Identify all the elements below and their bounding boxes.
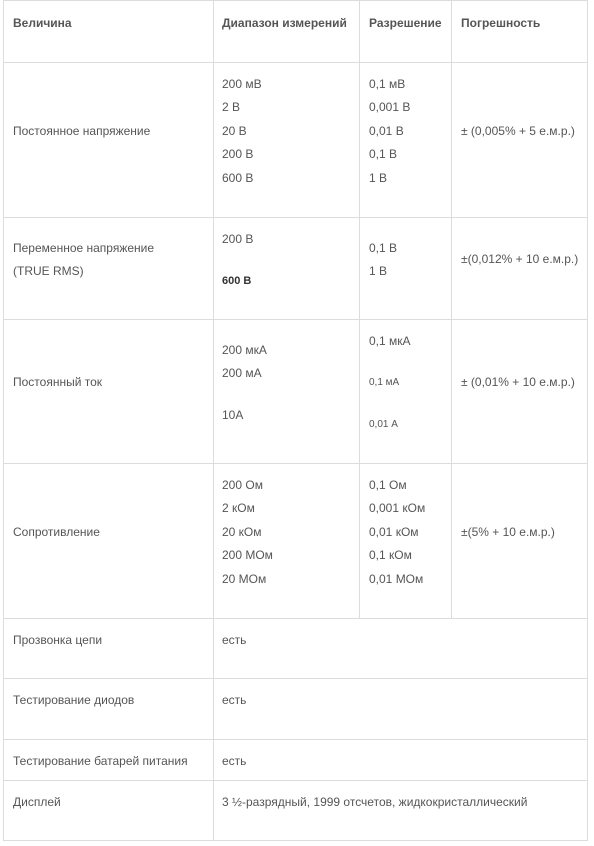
table-border-right [587, 0, 588, 841]
diode-test-label: Тестирование диодов [13, 693, 135, 707]
header-resolution: Разрешение [369, 16, 442, 30]
dc-current-resolution: 0,1 мкА [369, 334, 411, 348]
resistance-range: 2 кОм [222, 501, 255, 515]
ac-voltage-resolution: 1 В [369, 264, 388, 278]
dc-voltage-range: 200 мВ [222, 77, 262, 91]
row-divider [3, 678, 588, 679]
resistance-range: 20 МОм [222, 572, 267, 586]
row-divider [3, 463, 588, 464]
column-divider [359, 0, 360, 619]
ac-voltage-range: 600 В [222, 275, 252, 287]
column-divider [213, 0, 214, 841]
dc-voltage-resolution: 0,1 мВ [369, 77, 406, 91]
ac-voltage-label-suffix: (TRUE RMS) [13, 264, 84, 278]
table-border-bottom [3, 840, 588, 841]
dc-voltage-range: 600 В [222, 171, 254, 185]
ac-voltage-resolution: 0,1 В [369, 241, 398, 255]
dc-current-resolution: 0,01 А [369, 419, 398, 430]
column-divider [451, 0, 452, 619]
dc-current-accuracy: ± (0,01% + 10 е.м.р.) [461, 375, 575, 389]
resistance-label: Сопротивление [13, 525, 100, 539]
row-divider [3, 319, 588, 320]
resistance-resolution: 0,1 кОм [369, 548, 412, 562]
ac-voltage-label: Переменное напряжение [13, 241, 155, 255]
row-divider [3, 62, 588, 63]
table-border-left [3, 0, 4, 841]
resistance-range: 20 кОм [222, 525, 262, 539]
row-divider [3, 780, 588, 781]
dc-current-range: 200 мА [222, 366, 262, 380]
dc-current-range: 10А [222, 408, 244, 422]
dc-current-range: 200 мкА [222, 343, 267, 357]
dc-voltage-range: 20 В [222, 124, 247, 138]
dc-voltage-label: Постоянное напряжение [13, 124, 151, 138]
dc-voltage-resolution: 1 В [369, 171, 388, 185]
display-value: 3 ½-разрядный, 1999 отсчетов, жидкокристаллический [222, 795, 528, 809]
ac-voltage-range: 200 В [222, 232, 254, 246]
dc-voltage-range: 200 В [222, 147, 254, 161]
dc-voltage-range: 2 В [222, 100, 241, 114]
resistance-range: 200 Ом [222, 478, 263, 492]
header-accuracy: Погрешность [461, 16, 541, 30]
header-range: Диапазон измерений [222, 16, 347, 30]
resistance-resolution: 0,01 кОм [369, 525, 419, 539]
dc-current-label: Постоянный ток [13, 375, 103, 389]
continuity-label: Прозвонка цепи [13, 633, 103, 647]
dc-voltage-accuracy: ± (0,005% + 5 е.м.р.) [461, 124, 575, 138]
row-divider [3, 618, 588, 619]
header-quantity: Величина [13, 16, 72, 30]
dc-voltage-resolution: 0,001 В [369, 100, 411, 114]
dc-voltage-resolution: 0,1 В [369, 147, 398, 161]
table-border-top [3, 0, 588, 1]
resistance-range: 200 МОм [222, 548, 273, 562]
resistance-resolution: 0,1 Ом [369, 478, 407, 492]
ac-voltage-accuracy: ±(0,012% + 10 е.м.р.) [461, 252, 579, 266]
dc-voltage-resolution: 0,01 В [369, 124, 404, 138]
resistance-resolution: 0,01 МОм [369, 572, 424, 586]
display-label: Дисплей [13, 795, 61, 809]
dc-current-resolution: 0,1 мА [369, 377, 400, 388]
continuity-value: есть [222, 633, 247, 647]
row-divider [3, 217, 588, 218]
resistance-resolution: 0,001 кОм [369, 501, 426, 515]
battery-test-label: Тестирование батарей питания [13, 754, 188, 768]
battery-test-value: есть [222, 754, 247, 768]
diode-test-value: есть [222, 693, 247, 707]
resistance-accuracy: ±(5% + 10 е.м.р.) [461, 525, 555, 539]
row-divider [3, 739, 588, 740]
